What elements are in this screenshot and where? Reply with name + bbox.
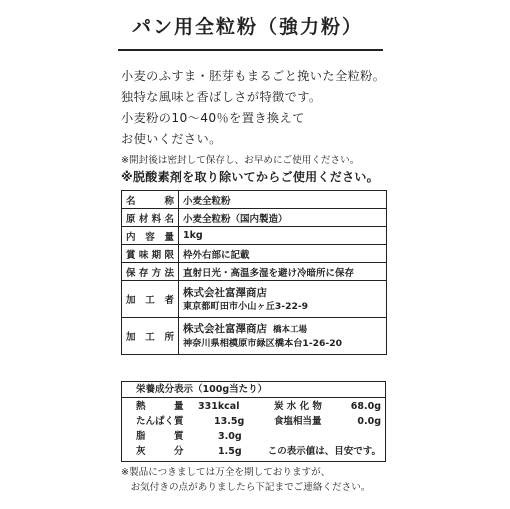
processor-cell: [179, 281, 387, 318]
table-row: [122, 191, 387, 209]
table-row: [122, 227, 387, 245]
protein-value: 13.5g: [214, 416, 245, 427]
row-label: 保存方法: [122, 263, 179, 281]
deoxidizer-note: ※脱酸素剤を取り除いてからご使用ください。: [121, 170, 379, 184]
energy-value: 331kcal: [198, 401, 240, 412]
usage-notes: [121, 154, 379, 186]
estimate-note: この表示値は、目安です。: [267, 446, 381, 457]
row-value: 小麦全粒粉（国内製造）: [179, 209, 387, 227]
description-line: 小麦のふすま・胚芽もまるごと挽いた全粒粉。: [121, 69, 386, 83]
row-label: 内容量: [122, 227, 179, 245]
facility-cell: [179, 318, 387, 355]
ash-value: 1.5g: [218, 446, 242, 457]
description-line: 独特な風味と香ばしさが特徴です。: [121, 90, 322, 104]
nutrition-row: [122, 429, 385, 444]
row-value: 枠外右部に記載: [179, 245, 387, 263]
carb-label: 炭 水 化 物: [274, 401, 322, 412]
nutrition-row: [122, 444, 385, 459]
facility-sub: 橋本工場: [273, 325, 308, 335]
footer-note: [121, 465, 370, 495]
facility-name-line: [183, 322, 382, 337]
storage-note: ※開封後は密封して保存し、お早めにご使用ください。: [121, 155, 360, 166]
row-label: 原材料名: [122, 209, 179, 227]
description-line: お使いください。: [121, 132, 222, 146]
footer-note-line: お気付きの点がありましたら下記までご連絡ください。: [121, 482, 371, 493]
facility-address: 神奈川県相模原市緑区橋本台1-26-20: [183, 338, 343, 349]
protein-label: たんぱく質: [136, 416, 184, 427]
row-value: 小麦全粒粉: [179, 191, 387, 209]
nutrition-heading: 栄養成分表示（100g当たり）: [122, 382, 385, 398]
salt-label: 食塩相当量: [274, 416, 322, 427]
nutrition-row: [122, 399, 385, 414]
processor-name: 株式会社富澤商店: [183, 286, 267, 299]
table-row: [122, 263, 387, 281]
row-label: 加工者: [122, 281, 179, 318]
carb-value: 68.0g: [350, 401, 381, 412]
fat-label: 脂 質: [136, 431, 184, 442]
row-value: 1kg: [179, 227, 387, 245]
description-line: 小麦粉の10～40％を置き換えて: [121, 111, 305, 125]
row-label: 賞味期限: [122, 245, 179, 263]
table-row: [122, 209, 387, 227]
row-value: 直射日光・高温多湿を避け冷暗所に保存: [179, 263, 387, 281]
nutrition-row: [122, 414, 385, 429]
product-info-table: [121, 190, 387, 355]
processor-address: 東京都町田市小山ヶ丘3-22-9: [183, 300, 309, 312]
product-description: [121, 66, 389, 150]
nutrition-table: [121, 381, 386, 462]
energy-label: 熱 量: [136, 401, 184, 412]
facility-name: 株式会社富澤商店: [183, 323, 267, 335]
table-row: [122, 245, 387, 263]
salt-value: 0.0g: [357, 416, 381, 427]
title-divider: [118, 49, 383, 51]
product-title: パン用全粒粉（強力粉）: [132, 16, 364, 38]
footer-note-line: ※製品につきましては万全を期しておりますが、: [121, 467, 331, 478]
table-row-facility: [122, 318, 387, 355]
ash-label: 灰 分: [136, 446, 184, 457]
row-label: 加工所: [122, 318, 179, 355]
fat-value: 3.0g: [218, 431, 242, 442]
table-row-processor: [122, 281, 387, 318]
row-label: 名称: [122, 191, 179, 209]
